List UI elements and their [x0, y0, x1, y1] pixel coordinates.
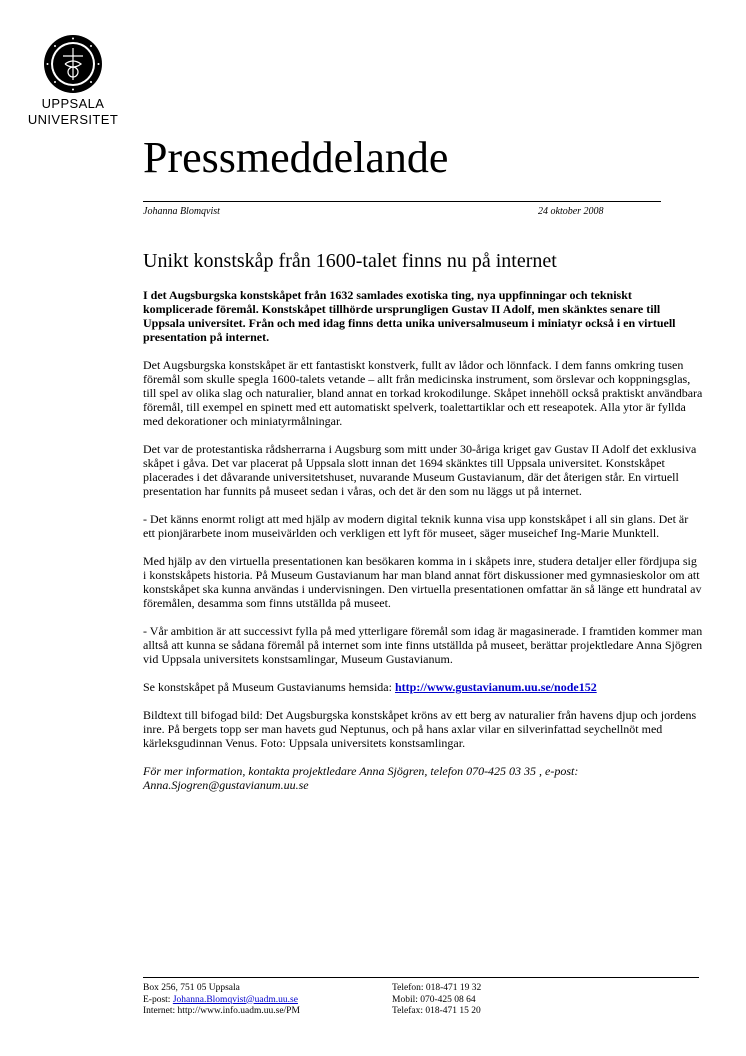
body-paragraph: - Det känns enormt roligt att med hjälp av modern digital teknik kunna visa upp konstskåpet i all sin glans. Det är ett pionjärarbete inom museivärlden och verkligen ett lyft för museet, säger museichef Ing-Marie Munktell. [143, 512, 689, 540]
footer-email-line [143, 995, 300, 1007]
link-paragraph [143, 680, 703, 694]
footer-phone: Telefon: 018-471 19 32 [392, 983, 482, 993]
lead-paragraph: I det Augsburgska konstskåpet från 1632 samlades exotiska ting, nya uppfinningar och tekniskt komplicerade föremål. Konstskåpet tillhörde ursprungligen Gustav II Adolf, men skänktes senare till Uppsala universitet. Från och med idag finns detta unika universalmuseum i miniatyr också i en virtuell presentation på internet. [143, 288, 676, 344]
header-divider [143, 201, 661, 202]
university-name-line2: UNIVERSITET [27, 112, 119, 127]
footer-email-link[interactable]: Johanna.Blomqvist@uadm.uu.se [172, 994, 298, 1005]
footer-mobile: Mobil: 070-425 08 64 [392, 994, 476, 1005]
university-seal-icon [43, 34, 103, 94]
footer-divider [143, 977, 699, 978]
university-name-line1: UPPSALA [41, 96, 105, 111]
headline: Unikt konstskåp från 1600-talet finns nu på internet [143, 250, 557, 272]
author: Johanna Blomqvist [143, 206, 220, 217]
link-intro: Se konstskåpet på Museum Gustavianums hemsida: [143, 680, 395, 694]
date: 24 oktober 2008 [538, 206, 604, 217]
contact-info: För mer information, kontakta projektledare Anna Sjögren, telefon 070-425 03 35 , e-post: Anna.Sjogren@gustavianum.uu.se [143, 764, 579, 792]
footer-email-label: E-post: [143, 994, 173, 1005]
footer-phone-block [392, 983, 481, 1018]
article-body [143, 288, 703, 806]
body-paragraph: Med hjälp av den virtuella presentationen kan besökaren komma in i skåpets inre, studera detaljer eller fördjupa sig i konstskåpets historia. På Museum Gustavianum har man bland annat fört diskussioner med gymnasieskolor om att konstskåpet ska kunna användas i undervisningen. Den virtuella presentationen omfattar än så länge ett hundratal av föremålen, desamma som finns utställda på museet. [143, 554, 702, 610]
footer-address-block [143, 983, 300, 1018]
body-paragraph: Det Augsburgska konstskåpet är ett fantastiskt konstverk, fullt av lådor och lönnfack. I dem fanns omkring tusen föremål som skulle spegla 1600-talets vetande – allt från medicinska instrument, som örslevar och koppningsglas, till spel av olika slag och naturalier, bland annat en torkad krokodilunge. Skåpet innehöll också praktiskt användbara föremål, till exempel en spinett med ett automatiskt spelverk, toalettartiklar och ett reseapotek. Alla ytor är fyllda med dekorationer och miniatyrmålningar. [143, 358, 703, 428]
caption-paragraph: Bildtext till bifogad bild: Det Augsburgska konstskåpet kröns av ett berg av naturalier från havens djup och jordens inre. På bergets topp ser man havets gud Neptunus, och på hans axlar vilar en silverinfattad seychellnöt med kärleksgudinnan Venus. Foto: Uppsala universitets konstsamlingar. [143, 708, 697, 750]
footer-fax: Telefax: 018-471 15 20 [392, 1006, 481, 1016]
footer-internet: Internet: http://www.info.uadm.uu.se/PM [143, 1006, 300, 1016]
footer-address: Box 256, 751 05 Uppsala [143, 983, 240, 993]
body-paragraph: Det var de protestantiska rådsherrarna i Augsburg som mitt under 30-åriga kriget gav Gustav II Adolf det exklusiva skåpet i gåva. Det var placerat på Uppsala slott innan det 1694 skänktes till Uppsala universitet. Konstskåpet placerades i det dåvarande universitetshuset, nuvarande Museum Gustavianum, där det återigen står. En virtuell presentation har funnits på museet sedan i våras, och det är den som nu läggs ut på internet. [143, 442, 697, 498]
university-name [0, 96, 146, 128]
museum-link[interactable]: http://www.gustavianum.uu.se/node152 [394, 680, 597, 694]
body-paragraph: - Vår ambition är att successivt fylla på med ytterligare föremål som idag är magasinerade. I framtiden kommer man alltså att kunna se sådana föremål på internet som inte finns utställda på museet, berättar projektledare Anna Sjögren vid Uppsala universitets konstsamlingar, Museum Gustavianum. [143, 624, 703, 666]
page-title: Pressmeddelande [143, 133, 449, 182]
